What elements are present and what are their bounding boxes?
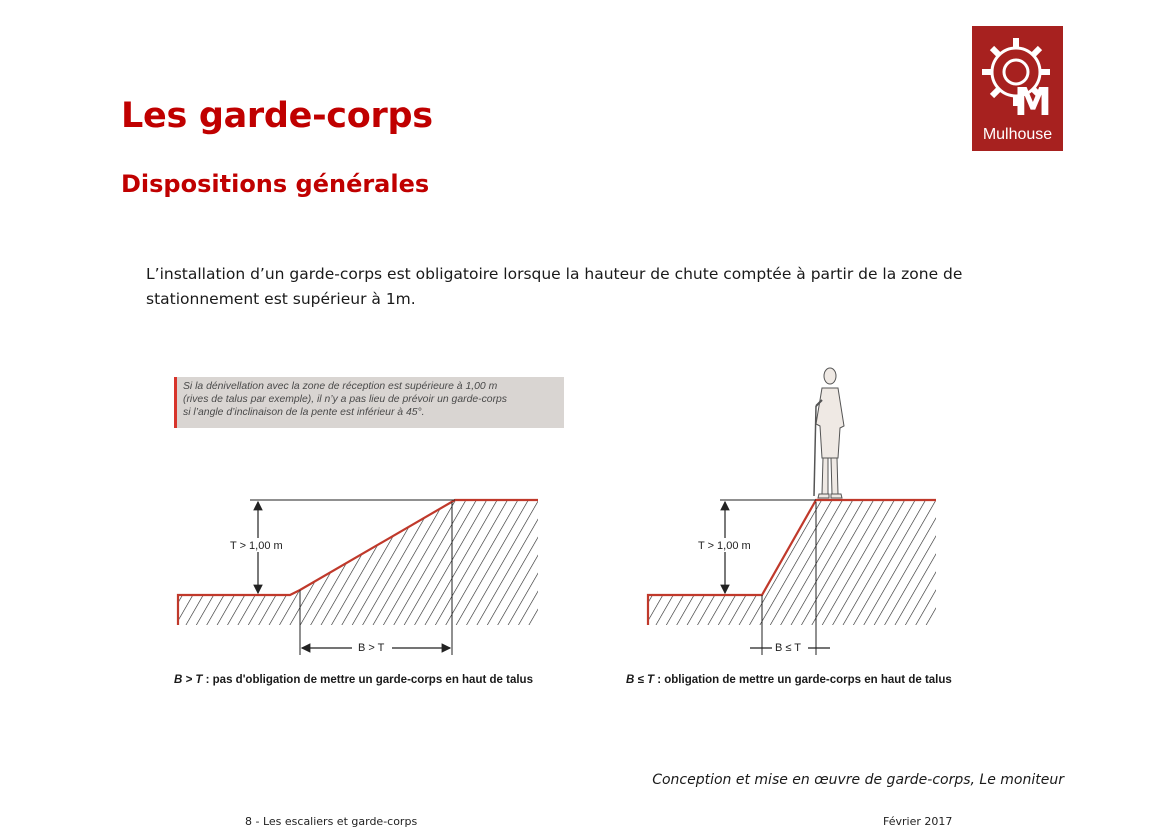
- ground-profile: [648, 500, 936, 625]
- source-citation: Conception et mise en œuvre de garde-corps, Le moniteur: [652, 772, 1064, 788]
- ground-profile: [178, 500, 538, 625]
- base-label: B > T: [358, 642, 385, 654]
- caption-variable: B > T: [174, 674, 203, 686]
- footer-section: 8 - Les escaliers et garde-corps: [245, 815, 418, 828]
- intro-paragraph: L’installation d’un garde-corps est obligatoire lorsque la hauteur de chute comptée à partir de la zone de stationnement est supérieur à 1m.: [146, 265, 963, 308]
- caption-text: : obligation de mettre un garde-corps en haut de talus: [654, 674, 952, 686]
- footer-date: Février 2017: [883, 815, 953, 828]
- page-subtitle: Dispositions générales: [121, 170, 430, 198]
- person-illustration: [808, 366, 856, 500]
- height-label: T > 1,00 m: [230, 540, 283, 552]
- diagram-caption-gentle: [174, 674, 533, 686]
- diagram-caption-steep: [626, 674, 952, 686]
- caption-text: : pas d'obligation de mettre un garde-corps en haut de talus: [202, 674, 533, 686]
- note-line: si l’angle d’inclinaison de la pente est inférieur à 45°.: [183, 407, 425, 418]
- logo-letter: M: [1014, 80, 1052, 124]
- note-line: (rives de talus par exemple), il n’y a pas lieu de prévoir un garde-corps: [183, 394, 507, 405]
- note-box: [174, 377, 564, 428]
- page-title: Les garde-corps: [121, 96, 433, 136]
- caption-variable: B ≤ T: [626, 674, 655, 686]
- note-line: Si la dénivellation avec la zone de réception est supérieure à 1,00 m: [183, 381, 498, 392]
- logo-name: Mulhouse: [982, 126, 1053, 143]
- slope-diagram-steep: [640, 490, 940, 660]
- mulhouse-logo: [972, 26, 1063, 151]
- height-label: T > 1,00 m: [698, 540, 751, 552]
- slope-diagram-gentle: [170, 490, 550, 660]
- base-label: B ≤ T: [775, 642, 802, 654]
